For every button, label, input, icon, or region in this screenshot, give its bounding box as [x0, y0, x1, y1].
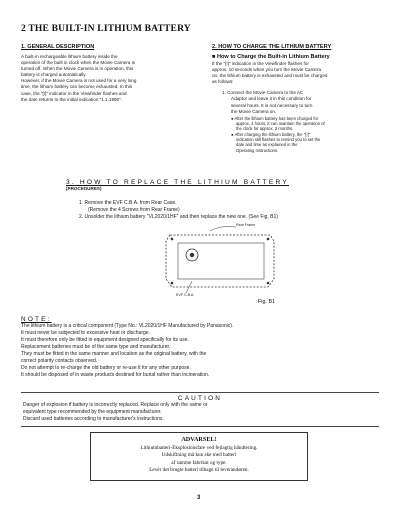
charge-note-line: Operating Instructions. [236, 147, 279, 153]
note-section [21, 316, 381, 379]
caution-line: equivalent type recommended by the equipment manufacturer. [23, 409, 162, 415]
note-line: It must therefore only be fitted in equipment designed specifically for its use. [21, 337, 189, 343]
charge-step-line: 1. Connect the Movie Camera to the AC [222, 90, 304, 96]
replace-step: (Remove the 4 Screws from Rear Frame) [88, 207, 180, 213]
general-description-text [21, 54, 197, 103]
screw-mark [267, 238, 270, 241]
charge-note-line: indication still flashes to remind you to set the [236, 136, 321, 142]
advarsel-box [90, 432, 308, 481]
figure-label-rear-frame: Rear Frame [236, 223, 256, 227]
note-heading: NOTE: [21, 316, 52, 323]
figure-b1-drawing [150, 221, 290, 307]
charge-line: If the "[!]" indication in the Viewfinder flashes for [212, 61, 309, 66]
note-line: It should be disposed of in waste products destined for burial rather than incineration. [21, 372, 210, 378]
how-to-charge-text [212, 61, 384, 85]
charge-step-line: Adaptor and leave it in this condition for [231, 96, 312, 102]
general-line: time, the lithium battery can become exhausted. In this [21, 84, 133, 90]
note-line: They must be fitted in the same manner and location as the original battery, with the [21, 351, 207, 357]
charge-step-line: the Movie Camera on. [231, 108, 277, 114]
note-bullet-icon: ● [231, 115, 235, 121]
how-to-charge-subheading-text: How to Charge the Built-in Lithium Battery [216, 54, 330, 60]
note-line: The lithium battery is a critical component (Type No.: VL2020/1HF Manufactured by Panasonic). [21, 323, 234, 329]
charge-line: approx. 10 seconds when you turn the Movie Camera [212, 67, 322, 73]
screw-mark [267, 282, 270, 285]
how-to-charge-section [212, 44, 384, 153]
note-text [21, 323, 381, 379]
note-line: Do not attempt to re-charge the old battery or re-use it for any other purpose. [21, 365, 191, 371]
advarsel-line: af samme fabrikat og type. [171, 459, 227, 466]
replace-step: 1. Remove the EVF C.B.A. from Rear Case. [79, 200, 177, 206]
general-line: operation of the built in clock when the Movie Camera is [21, 60, 135, 66]
how-to-charge-heading: 2. HOW TO CHARGE THE LITHIUM BATTERY [212, 44, 332, 50]
bullet-square-icon: ■ [212, 54, 216, 60]
page-title: 2 THE BUILT-IN LITHIUM BATTERY [21, 24, 191, 34]
how-to-replace-section [66, 179, 289, 192]
charge-line: on, the lithium battery is exhausted and must be charged [212, 73, 328, 79]
advarsel-line: Lithiumbatteri-Eksplosionsfare ved fejlagtig håndtering. [140, 445, 258, 451]
charge-note-line: approx. 4 hours, it can maintain the operation of [236, 121, 325, 127]
charge-note-line: date and time as explained in the [236, 142, 298, 148]
general-line: case, the "[!]" indicator in the Viewfinder flashes and [21, 90, 127, 96]
caution-box [21, 392, 379, 427]
page-number: 3 [197, 495, 201, 501]
how-to-charge-subheading [212, 54, 384, 60]
rear-frame-leader-line [210, 227, 236, 232]
charge-note-line: ● After the lithium battery has been charged for [231, 115, 319, 121]
advarsel-heading: ADVARSEL! [181, 436, 217, 443]
note-line: Replacement batteries must be of the same type and manufacturer. [21, 344, 171, 350]
general-line: turned off. When the Movie Camera is in operation, this [21, 66, 134, 72]
caution-heading: CAUTION [177, 395, 223, 402]
general-description-heading: 1. GENERAL DESCRIPTION [21, 44, 95, 50]
note-bullet-icon: ● [231, 131, 235, 137]
advarsel-line: Udskiftning må kun ske med batteri [161, 452, 237, 459]
charge-notes [231, 116, 384, 153]
general-line: However, if the Movie Camera is not used for a very long [21, 78, 137, 84]
advarsel-line: Levér det brugte batteri tilbage til leverandøren. [149, 467, 249, 474]
general-line: the date returns to the initial indication "1.1.1990". [21, 96, 123, 102]
caution-line: Discard used batteries according to manufacturer's instructions. [23, 416, 164, 422]
charge-line: as follows: [212, 79, 234, 85]
how-to-replace-heading: 3. HOW TO REPLACE THE LITHIUM BATTERY [66, 179, 289, 186]
general-description-section [21, 44, 197, 103]
note-line: It must never be subjected to excessive heat or discharge. [21, 330, 150, 336]
figure-label-evf: EVF C.B.A. [176, 293, 195, 297]
screw-mark [171, 238, 174, 241]
figure-caption: Fig. B1 [258, 299, 276, 305]
charge-note-line: the clock for approx. 2 months. [236, 126, 294, 132]
advarsel-text [91, 445, 307, 475]
note-line: correct polarity contacts observed. [21, 358, 98, 364]
charge-note-line: ● After charging the lithium battery, the "[!]" [231, 131, 311, 137]
procedures-label: (PROCEDURES) [66, 186, 102, 191]
general-line: battery is charged automatically. [21, 72, 87, 78]
charge-step [222, 90, 384, 114]
general-line: A built-in rechargeable lithium battery inside the [21, 54, 118, 59]
battery-center-mark [190, 253, 194, 257]
caution-line: Danger of explosion if battery is incorrectly replaced. Replace only with the same or [23, 402, 208, 408]
screw-mark [171, 282, 174, 285]
replace-step: 2. Unsolder the lithium battery "VL2020/1HF" and then replace the new one. (See Fig. B1) [79, 214, 278, 220]
charge-step-line: several hours. It is not necessary to turn [231, 102, 313, 108]
figure-b1 [150, 221, 290, 307]
